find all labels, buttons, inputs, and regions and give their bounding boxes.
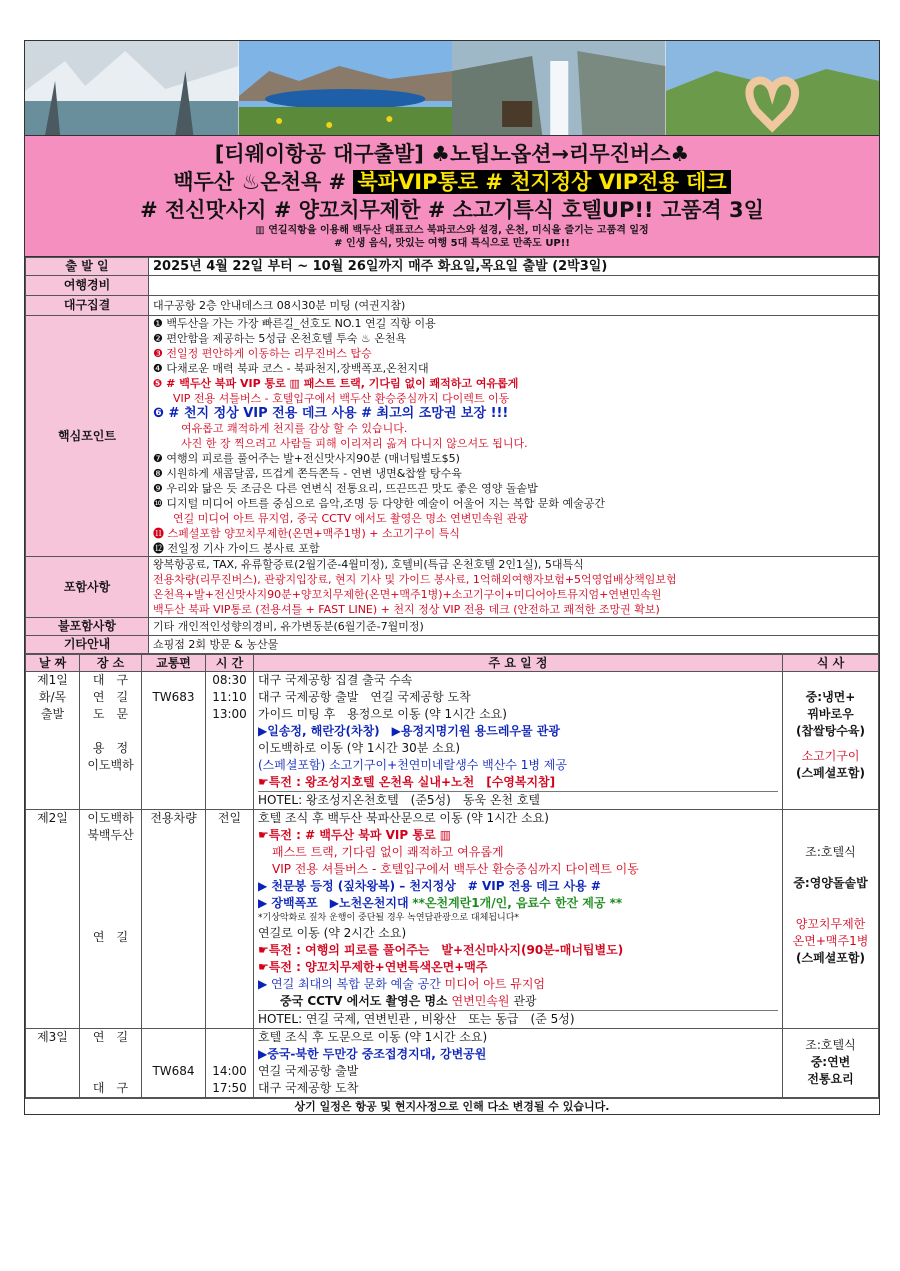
day3-item-4: 대구 국제공항 도착 — [258, 1081, 359, 1095]
day1-date — [26, 672, 80, 810]
day1-place-1: 대 구 — [92, 673, 129, 687]
day3-place-gap — [84, 1046, 137, 1080]
point-11: ⓫ 스페셜포함 양꼬치무제한(온면+맥주1병) + 소고기구이 특식 — [153, 527, 460, 540]
day2-place-1: 이도백하 — [87, 811, 134, 825]
day2-item-12 — [258, 993, 778, 1010]
point-10-detail: 연길 미디어 아트 뮤지엄, 중국 CCTV 에서도 촬영은 명소 연변민속원 관광 — [173, 512, 528, 525]
day2-meal-1: 조:호텔식 — [805, 845, 856, 859]
waterfall-photo — [452, 41, 666, 135]
day1-meal-5: (스페셜포함) — [796, 766, 865, 780]
schedule-table — [25, 654, 879, 1098]
day2-item-1: 호텔 조식 후 백두산 북파산문으로 이동 (약 1시간 소요) — [258, 811, 549, 825]
photo-strip — [25, 41, 879, 136]
day2-item-6 — [258, 895, 778, 912]
day1-meal-1: 중:냉면+ — [805, 690, 856, 704]
banner-sub-2: # 인생 음식, 맛있는 여행 5대 특식으로 만족도 UP!! — [334, 238, 570, 249]
day2-meal-2: 중:영양돌솥밥 — [793, 876, 868, 890]
day1-meal-gap-2 — [787, 740, 874, 748]
point-5-detail: VIP 전용 셔틀버스 - 호텔입구에서 백두산 환승중심까지 다이렉트 이동 — [173, 392, 510, 405]
day1-date-2: 화/목 — [38, 690, 67, 704]
banner-line-2-a: 백두산 ♨온천욕 # — [173, 170, 354, 194]
day3-time-gap — [210, 1029, 249, 1063]
heaven-lake-photo — [239, 41, 453, 135]
exclude-value: 기타 개인적인성향의경비, 유가변동분(6월기준-7월미정) — [149, 618, 879, 636]
day2-meal-gap — [787, 810, 874, 844]
day1-date-3: 출발 — [40, 707, 65, 721]
day1-item-3: 가이드 미팅 후 용정으로 이동 (약 1시간 소요) — [258, 707, 507, 721]
point-10: ❿ 디지털 미디어 아트를 중심으로 음악,조명 등 다양한 예술이 어울어 지는 복합 문화 예술공간 — [153, 497, 605, 510]
day3-meals — [783, 1029, 879, 1098]
meet-value: 대구공항 2층 안내데스크 08시30분 미팅 (여권지참) — [149, 296, 879, 316]
day3-meal-1: 조:호텔식 — [805, 1038, 856, 1052]
day2-place-2: 북백두산 — [87, 828, 134, 842]
day3-item-3: 연길 국제공항 출발 — [258, 1064, 359, 1078]
day2-times: 전일 — [206, 810, 254, 1029]
day2-item-11-a: ▶ 연길 최대의 복합 문화 예술 공간 — [258, 977, 441, 991]
day2-meal-gap-2 — [787, 861, 874, 875]
col-transport: 교통편 — [142, 655, 206, 672]
include-1: 왕복항공료, TAX, 유류할증료(2월기준-4월미정), 호텔비(특급 온천호텔 2인1실), 5대특식 — [153, 558, 584, 571]
exclude-label: 불포함사항 — [26, 618, 149, 636]
day3-place-1: 연 길 — [92, 1030, 129, 1044]
day1-times — [206, 672, 254, 810]
day3-meal-gap — [787, 1029, 874, 1037]
include-list — [149, 557, 879, 618]
point-7: ❼ 여행의 피로를 풀어주는 발+전신맛사지90분 (매너팁별도$5) — [153, 452, 460, 465]
day3-place-2: 대 구 — [92, 1081, 129, 1095]
day2-plan — [254, 810, 783, 1029]
day3-places — [80, 1029, 142, 1098]
day2-item-6-a: ▶ 장백폭포 ▶노천온천지대 — [258, 896, 409, 910]
info-table — [25, 257, 879, 654]
day1-item-4: ▶일송정, 해란강(차창) ▶용정지명기원 용드레우물 관광 — [258, 724, 560, 738]
point-6: ❻ # 천지 정상 VIP 전용 데크 사용 # 최고의 조망권 보장 !!! — [153, 406, 509, 421]
day1-place-6: 이도백하 — [87, 758, 134, 772]
day2-transport: 전용차량 — [142, 810, 206, 1029]
day2-meal-5: (스페셜포함) — [796, 951, 865, 965]
day1-date-1: 제1일 — [37, 673, 68, 687]
col-time: 시 간 — [206, 655, 254, 672]
points-label: 핵심포인트 — [26, 316, 149, 557]
day3-meal-2: 중:연변 — [810, 1055, 851, 1069]
include-2: 전용차량(리무진버스), 관광지입장료, 현지 기사 및 가이드 봉사료, 1억해외여행자보험+5억영업배상책임보험 — [153, 573, 677, 586]
etc-value: 쇼핑점 2회 방문 & 농산물 — [149, 636, 879, 654]
day1-plan — [254, 672, 783, 810]
point-12: ⓬ 전일정 기사 가이드 봉사료 포함 — [153, 542, 320, 555]
include-label: 포함사항 — [26, 557, 149, 618]
day2-places — [80, 810, 142, 1029]
cost-label: 여행경비 — [26, 276, 149, 296]
meet-label: 대구집결 — [26, 296, 149, 316]
day3-flight: TW684 — [152, 1064, 195, 1078]
point-6-detail-2: 사진 한 장 찍으려고 사람들 피해 이리저리 옮겨 다니지 않으셔도 됩니다. — [181, 437, 528, 450]
day1-meals — [783, 672, 879, 810]
banner-line-2 — [25, 168, 879, 196]
day1-places — [80, 672, 142, 810]
include-3: 온천욕+발+전신맛사지90분+양꼬치무제한(온면+맥주1병)+소고기구이+미디어아트뮤지엄+연변민속원 — [153, 588, 662, 601]
day1-time-2: 11:10 — [212, 690, 247, 704]
day1-hotel: HOTEL: 왕조성지온천호텔 (준5성) 동욱 온천 호텔 — [258, 791, 778, 809]
day2-meal-gap-3 — [787, 892, 874, 916]
day3-transport — [142, 1029, 206, 1098]
day3-times — [206, 1029, 254, 1098]
day1-place-2: 연 길 — [92, 690, 129, 704]
col-date: 날 짜 — [26, 655, 80, 672]
day2-date: 제2일 — [26, 810, 80, 1029]
point-9: ❾ 우리와 닮은 듯 조금은 다른 연변식 전통요리, 뜨끈뜨끈 맛도 좋은 영양 돌솥밥 — [153, 482, 538, 495]
day1-transport-gap — [146, 672, 201, 689]
day2-item-10: ☛특전 : 양꼬치무제한+연변특색온면+맥주 — [258, 960, 488, 974]
day3-item-2: ▶중국-북한 두만강 중조접경지대, 강변공원 — [258, 1047, 487, 1061]
day1-item-2: 대구 국제공항 출발 연길 국제공항 도착 — [258, 690, 471, 704]
departure-label: 출 발 일 — [26, 258, 149, 276]
day2-item-8: 연길로 이동 (약 2시간 소요) — [258, 926, 407, 940]
day1-place-3: 도 문 — [92, 707, 129, 721]
point-6-detail-1: 여유롭고 쾌적하게 천지를 감상 할 수 있습니다. — [181, 422, 408, 435]
day2-row — [26, 810, 879, 1029]
point-3: ❸ 전일정 편안하게 이동하는 리무진버스 탑승 — [153, 347, 372, 360]
day3-transport-gap — [146, 1029, 201, 1063]
day2-item-7: *기상악화로 짚차 운행이 중단될 경우 녹연담관광으로 대체됩니다* — [258, 913, 519, 923]
day2-item-9: ☛특전 : 여행의 피로를 풀어주는 발+전신마사지(90분-매너팁별도) — [258, 943, 624, 957]
day2-item-3: 패스트 트랙, 기다림 없이 쾌적하고 여유롭게 — [272, 845, 504, 859]
day1-meal-gap — [787, 672, 874, 689]
banner-line-1: [티웨이항공 대구출발] ♣노팁노옵션→리무진버스♣ — [214, 142, 690, 166]
day1-item-1: 대구 국제공항 집결 출국 수속 — [258, 673, 413, 687]
day1-place-5: 용 정 — [92, 741, 129, 755]
day1-meal-4: 소고기구이 — [801, 749, 860, 763]
day1-time-1: 08:30 — [212, 673, 247, 687]
day2-hotel: HOTEL: 연길 국제, 연변빈관 , 비왕산 또는 동급 (준 5성) — [258, 1010, 778, 1028]
day2-item-11-b: 미디어 아트 뮤지엄 — [444, 977, 546, 991]
day1-item-6: (스페셜포함) 소고기구이+천연미네랄생수 백산수 1병 제공 — [258, 758, 567, 772]
day1-meal-3: (찹쌀탕수육) — [796, 724, 865, 738]
day1-item-7: ☛특전 : 왕조성지호텔 온천욕 실내+노천 [수영복지참] — [258, 775, 556, 789]
departure-value: 2025년 4월 22일 부터 ~ 10월 26일까지 매주 화요일,목요일 출발 (2박3일) — [149, 258, 879, 276]
day2-meal-3: 양꼬치무제한 — [795, 917, 866, 931]
point-2: ❷ 편안함을 제공하는 5성급 온천호텔 투숙 ♨ 온천욕 — [153, 332, 407, 345]
point-8: ❽ 시원하게 새콤달콤, 뜨겁게 쫀득쫀득 - 연변 냉면&찹쌀 탕수육 — [153, 467, 462, 480]
day1-item-5: 이도백하로 이동 (약 1시간 30분 소요) — [258, 741, 461, 755]
day1-meal-2: 꿔바로우 — [807, 707, 854, 721]
banner-sub-1: ▥ 연길직항을 이용해 백두산 대표코스 북파코스와 설경, 온천, 미식을 즐기는 고품격 일정 — [255, 225, 649, 236]
day2-item-11 — [258, 976, 778, 993]
day3-date: 제3일 — [26, 1029, 80, 1098]
day2-item-4: VIP 전용 셔틀버스 - 호텔입구에서 백두산 환승중심까지 다이렉트 이동 — [272, 862, 639, 876]
day2-place-3: 연 길 — [92, 930, 129, 944]
day3-plan — [254, 1029, 783, 1098]
day1-transport — [142, 672, 206, 810]
day1-row — [26, 672, 879, 810]
schedule-footer-note: 상기 일정은 항공 및 현지사정으로 인해 다소 변경될 수 있습니다. — [25, 1098, 879, 1114]
day3-item-1: 호텔 조식 후 도문으로 이동 (약 1시간 소요) — [258, 1030, 488, 1044]
day2-meals — [783, 810, 879, 1029]
day3-time-2: 17:50 — [212, 1081, 247, 1095]
day2-item-12-a: 중국 CCTV 에서도 촬영은 명소 — [280, 994, 448, 1008]
cost-value — [149, 276, 879, 296]
winter-river-photo — [25, 41, 239, 135]
col-meal: 식 사 — [783, 655, 879, 672]
day1-place-gap — [84, 723, 137, 740]
day2-place-gap — [84, 844, 137, 929]
banner-highlight: 북파VIP통로 # 천지정상 VIP전용 데크 — [353, 170, 730, 194]
include-4: 백두산 북파 VIP통로 (전용셔틀 + FAST LINE) + 천지 정상 VIP 전용 데크 (안전하고 쾌적한 조망권 확보) — [153, 603, 660, 616]
day2-item-12-c: 관광 — [513, 994, 537, 1008]
title-banner — [25, 136, 879, 257]
day2-item-6-b: **온천계란1개/인, 음료수 한잔 제공 ** — [412, 896, 623, 910]
etc-label: 기타안내 — [26, 636, 149, 654]
day3-row — [26, 1029, 879, 1098]
day2-item-2: ☛특전 : # 백두산 북파 VIP 통로 ▥ — [258, 828, 452, 842]
day3-time-1: 14:00 — [212, 1064, 247, 1078]
day2-item-12-b: 연변민속원 — [451, 994, 510, 1008]
itinerary-sheet — [24, 40, 880, 1115]
col-plan: 주 요 일 정 — [254, 655, 783, 672]
col-place: 장 소 — [80, 655, 142, 672]
day1-flight: TW683 — [152, 690, 195, 704]
point-1: ❶ 백두산을 가는 가장 빠른길_선호도 NO.1 연길 직항 이용 — [153, 317, 436, 330]
point-5: ❺ # 백두산 북파 VIP 통로 ▥ 패스트 트랙, 기다림 없이 쾌적하고 여유롭게 — [153, 377, 519, 390]
points-list — [149, 316, 879, 557]
banner-line-3: # 전신맛사지 # 양꼬치무제한 # 소고기특식 호텔UP!! 고품격 3일 — [140, 198, 764, 222]
day2-meal-4: 온면+맥주1병 — [792, 934, 869, 948]
point-4: ❹ 다채로운 매력 북파 코스 - 북파천지,장백폭포,온천지대 — [153, 362, 429, 375]
day1-time-3: 13:00 — [212, 707, 247, 721]
hands-heart-photo — [666, 41, 880, 135]
day2-item-5: ▶ 천문봉 등정 (짚차왕복) – 천지정상 # VIP 전용 데크 사용 # — [258, 879, 601, 893]
day3-meal-3: 전통요리 — [807, 1072, 854, 1086]
